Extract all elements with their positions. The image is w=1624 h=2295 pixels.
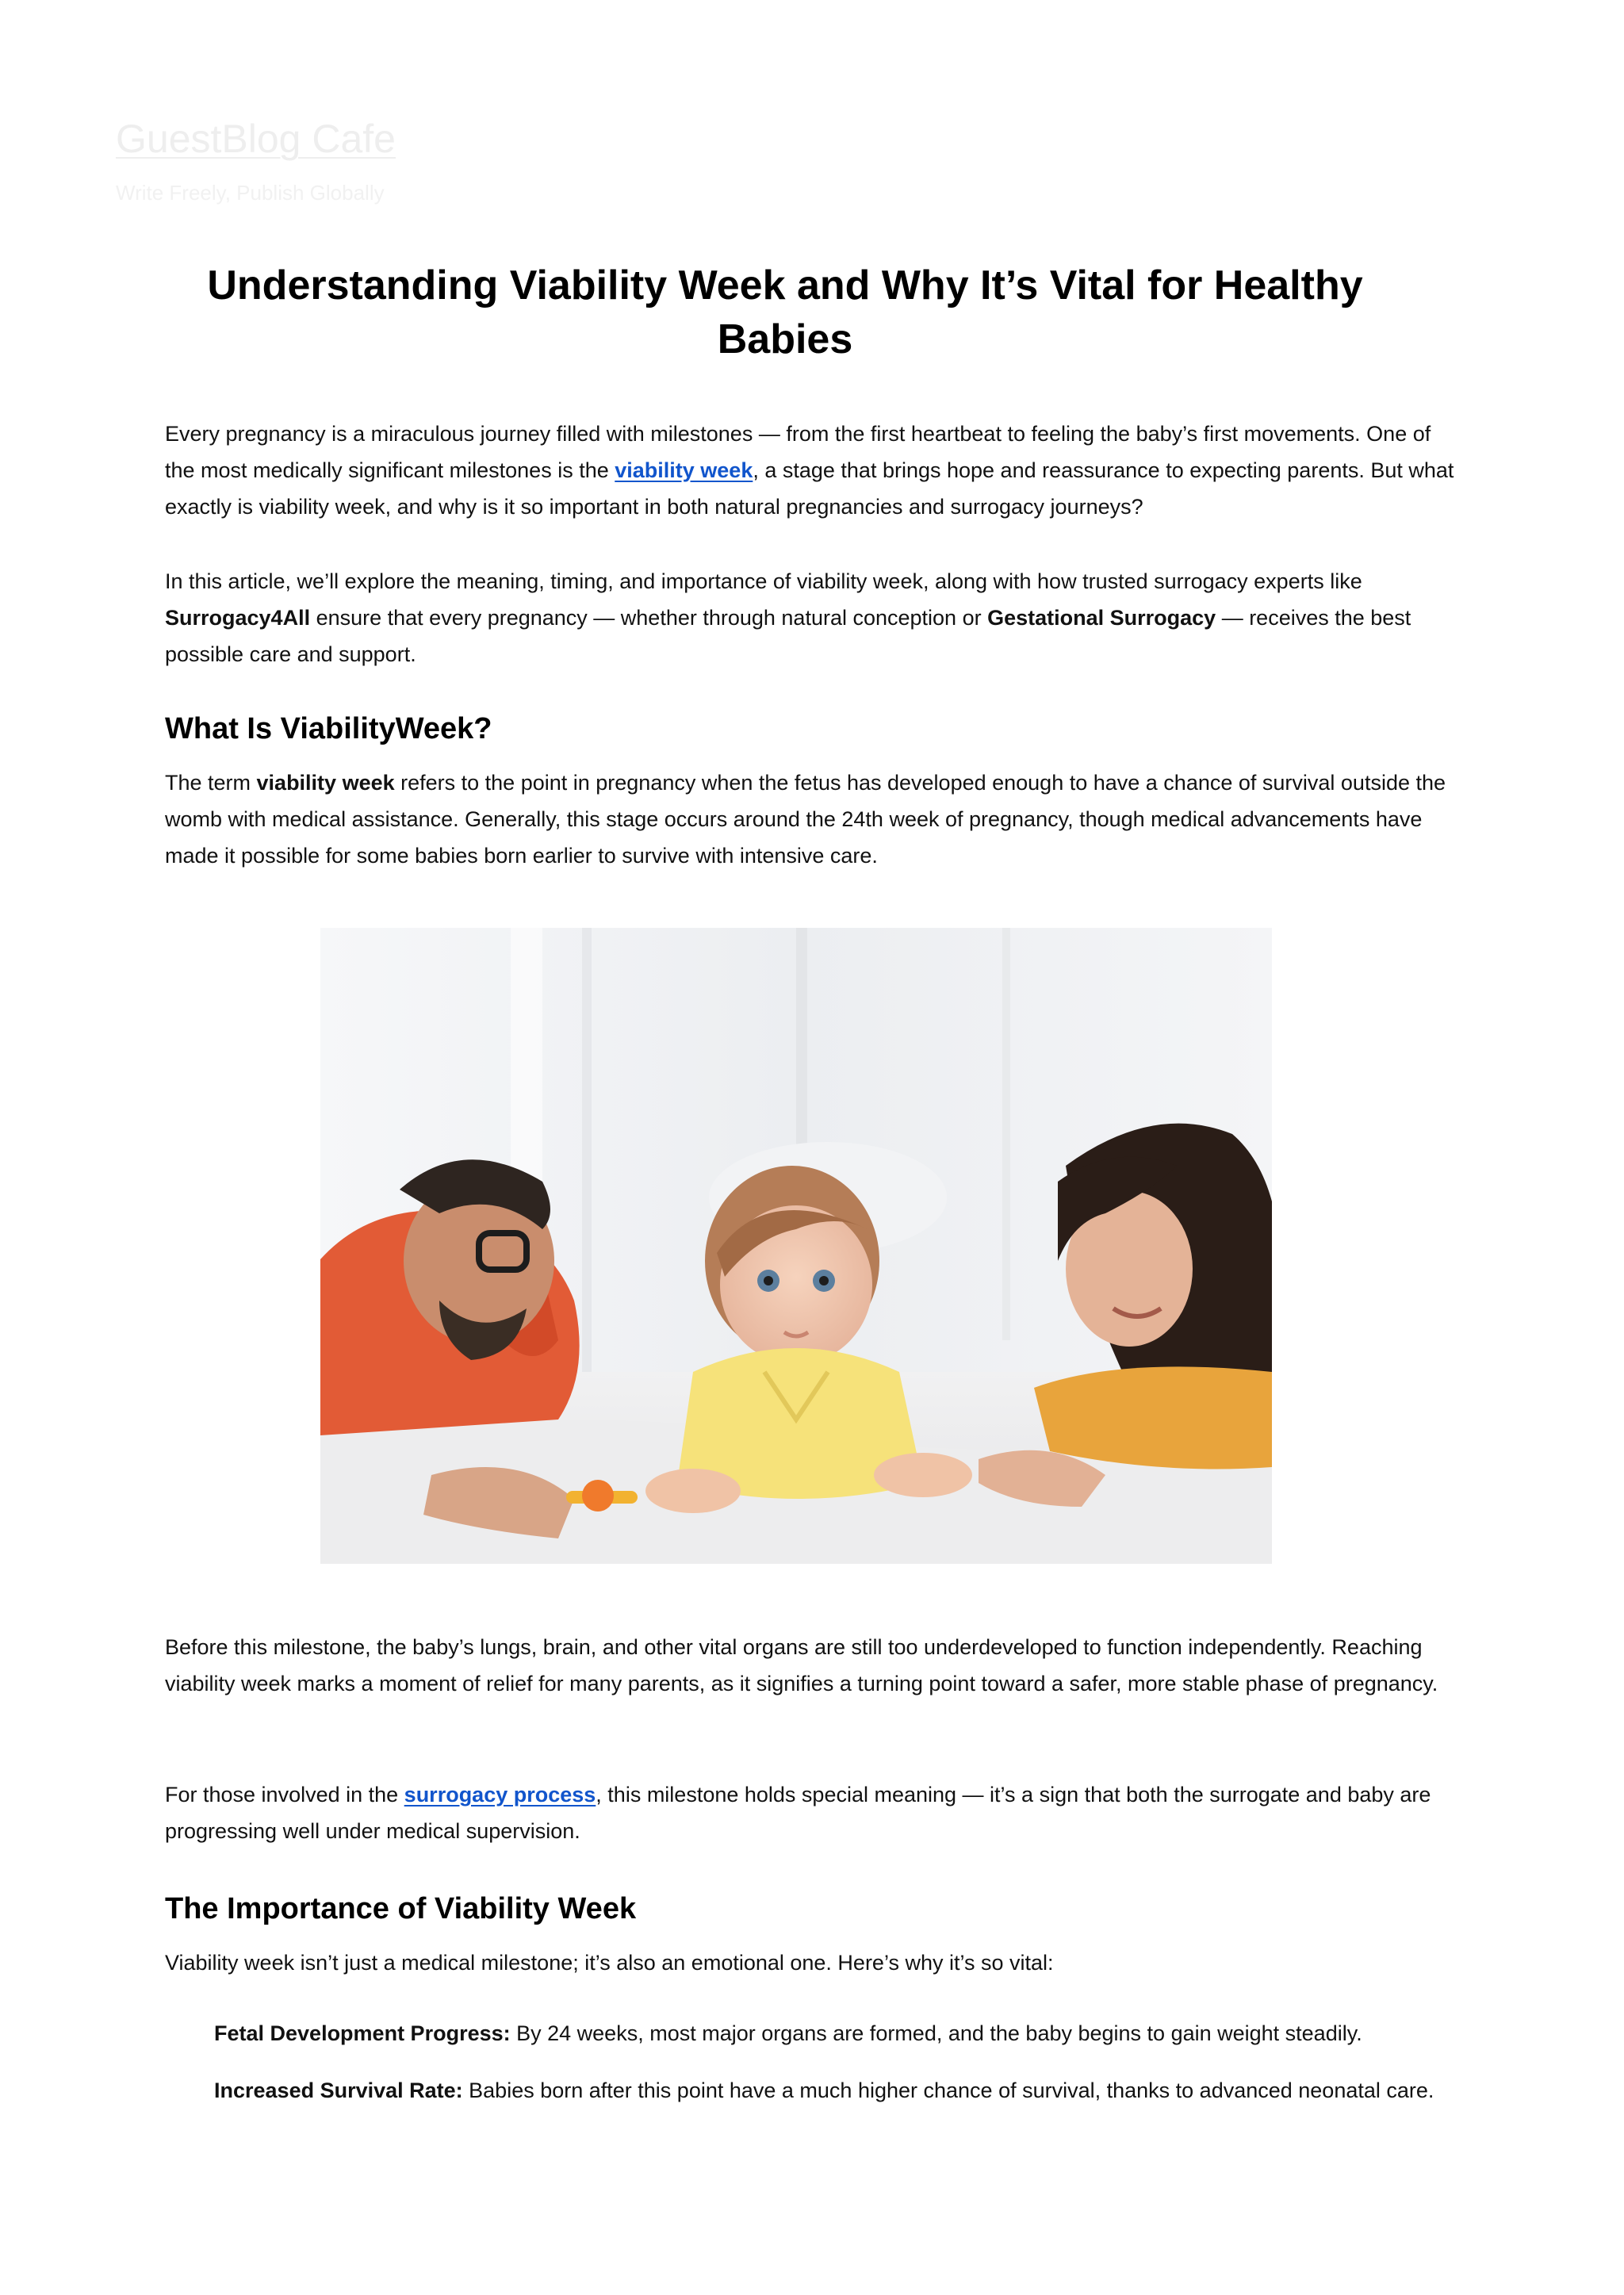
site-title-link[interactable]: GuestBlog Cafe <box>116 117 396 161</box>
intro-paragraph-2: In this article, we’ll explore the meaning, timing, and importance of viability week, along with how trusted surrogacy experts like Surrogacy4All ensure that every pregnancy — whether through natural conception or Gestational Surrogacy — receives the best possible care and support. <box>165 569 1411 666</box>
surrogacy4all-bold: Surrogacy4All <box>165 606 311 630</box>
viability-week-link[interactable]: viability week <box>615 458 753 482</box>
site-tagline: Write Freely, Publish Globally <box>116 181 385 205</box>
section-heading-what-is: What Is ViabilityWeek? <box>165 712 492 745</box>
article-title: Understanding Viability Week and Why It’s Vital for Healthy Babies <box>207 262 1363 362</box>
section1-paragraph: The term viability week refers to the point in pregnancy when the fetus has developed enough to have a chance of survival outside the womb with medical assistance. Generally, this stage occurs around the 24th week of pregnancy, though medical advancements have made it possible for some babies born earlier to survive with intensive care. <box>165 771 1446 868</box>
after-image-paragraph-1: Before this milestone, the baby’s lungs, brain, and other vital organs are still too underdeveloped to function independently. Reaching viability week marks a moment of relief for many parents, as it signifies a turning point toward a safer, more stable phase of pregnancy. <box>165 1635 1438 1695</box>
section-heading-importance: The Importance of Viability Week <box>165 1892 637 1925</box>
gestational-surrogacy-bold: Gestational Surrogacy <box>987 606 1216 630</box>
family-baby-photo <box>320 928 1272 1564</box>
surrogacy-process-link[interactable]: surrogacy process <box>404 1783 596 1806</box>
after-image-paragraph-2: For those involved in the surrogacy process, this milestone holds special meaning — it’s a sign that both the surrogate and baby are progressing well under medical supervision. <box>165 1783 1431 1843</box>
section2-intro: Viability week isn’t just a medical milestone; it’s also an emotional one. Here’s why it’s so vital: <box>165 1951 1054 1975</box>
intro-paragraph-1: Every pregnancy is a miraculous journey filled with milestones — from the first heartbeat to feeling the baby’s first movements. One of the most medically significant milestones is the viability week, a stage that brings hope and reassurance to expecting parents. But what exactly is viability week, and why is it so important in both natural pregnancies and surrogacy journeys? <box>165 422 1454 519</box>
list-item: Fetal Development Progress: By 24 weeks, most major organs are formed, and the baby begins to gain weight steadily. <box>214 2021 1362 2045</box>
list-item: Increased Survival Rate: Babies born after this point have a much higher chance of survival, thanks to advanced neonatal care. <box>214 2079 1434 2102</box>
